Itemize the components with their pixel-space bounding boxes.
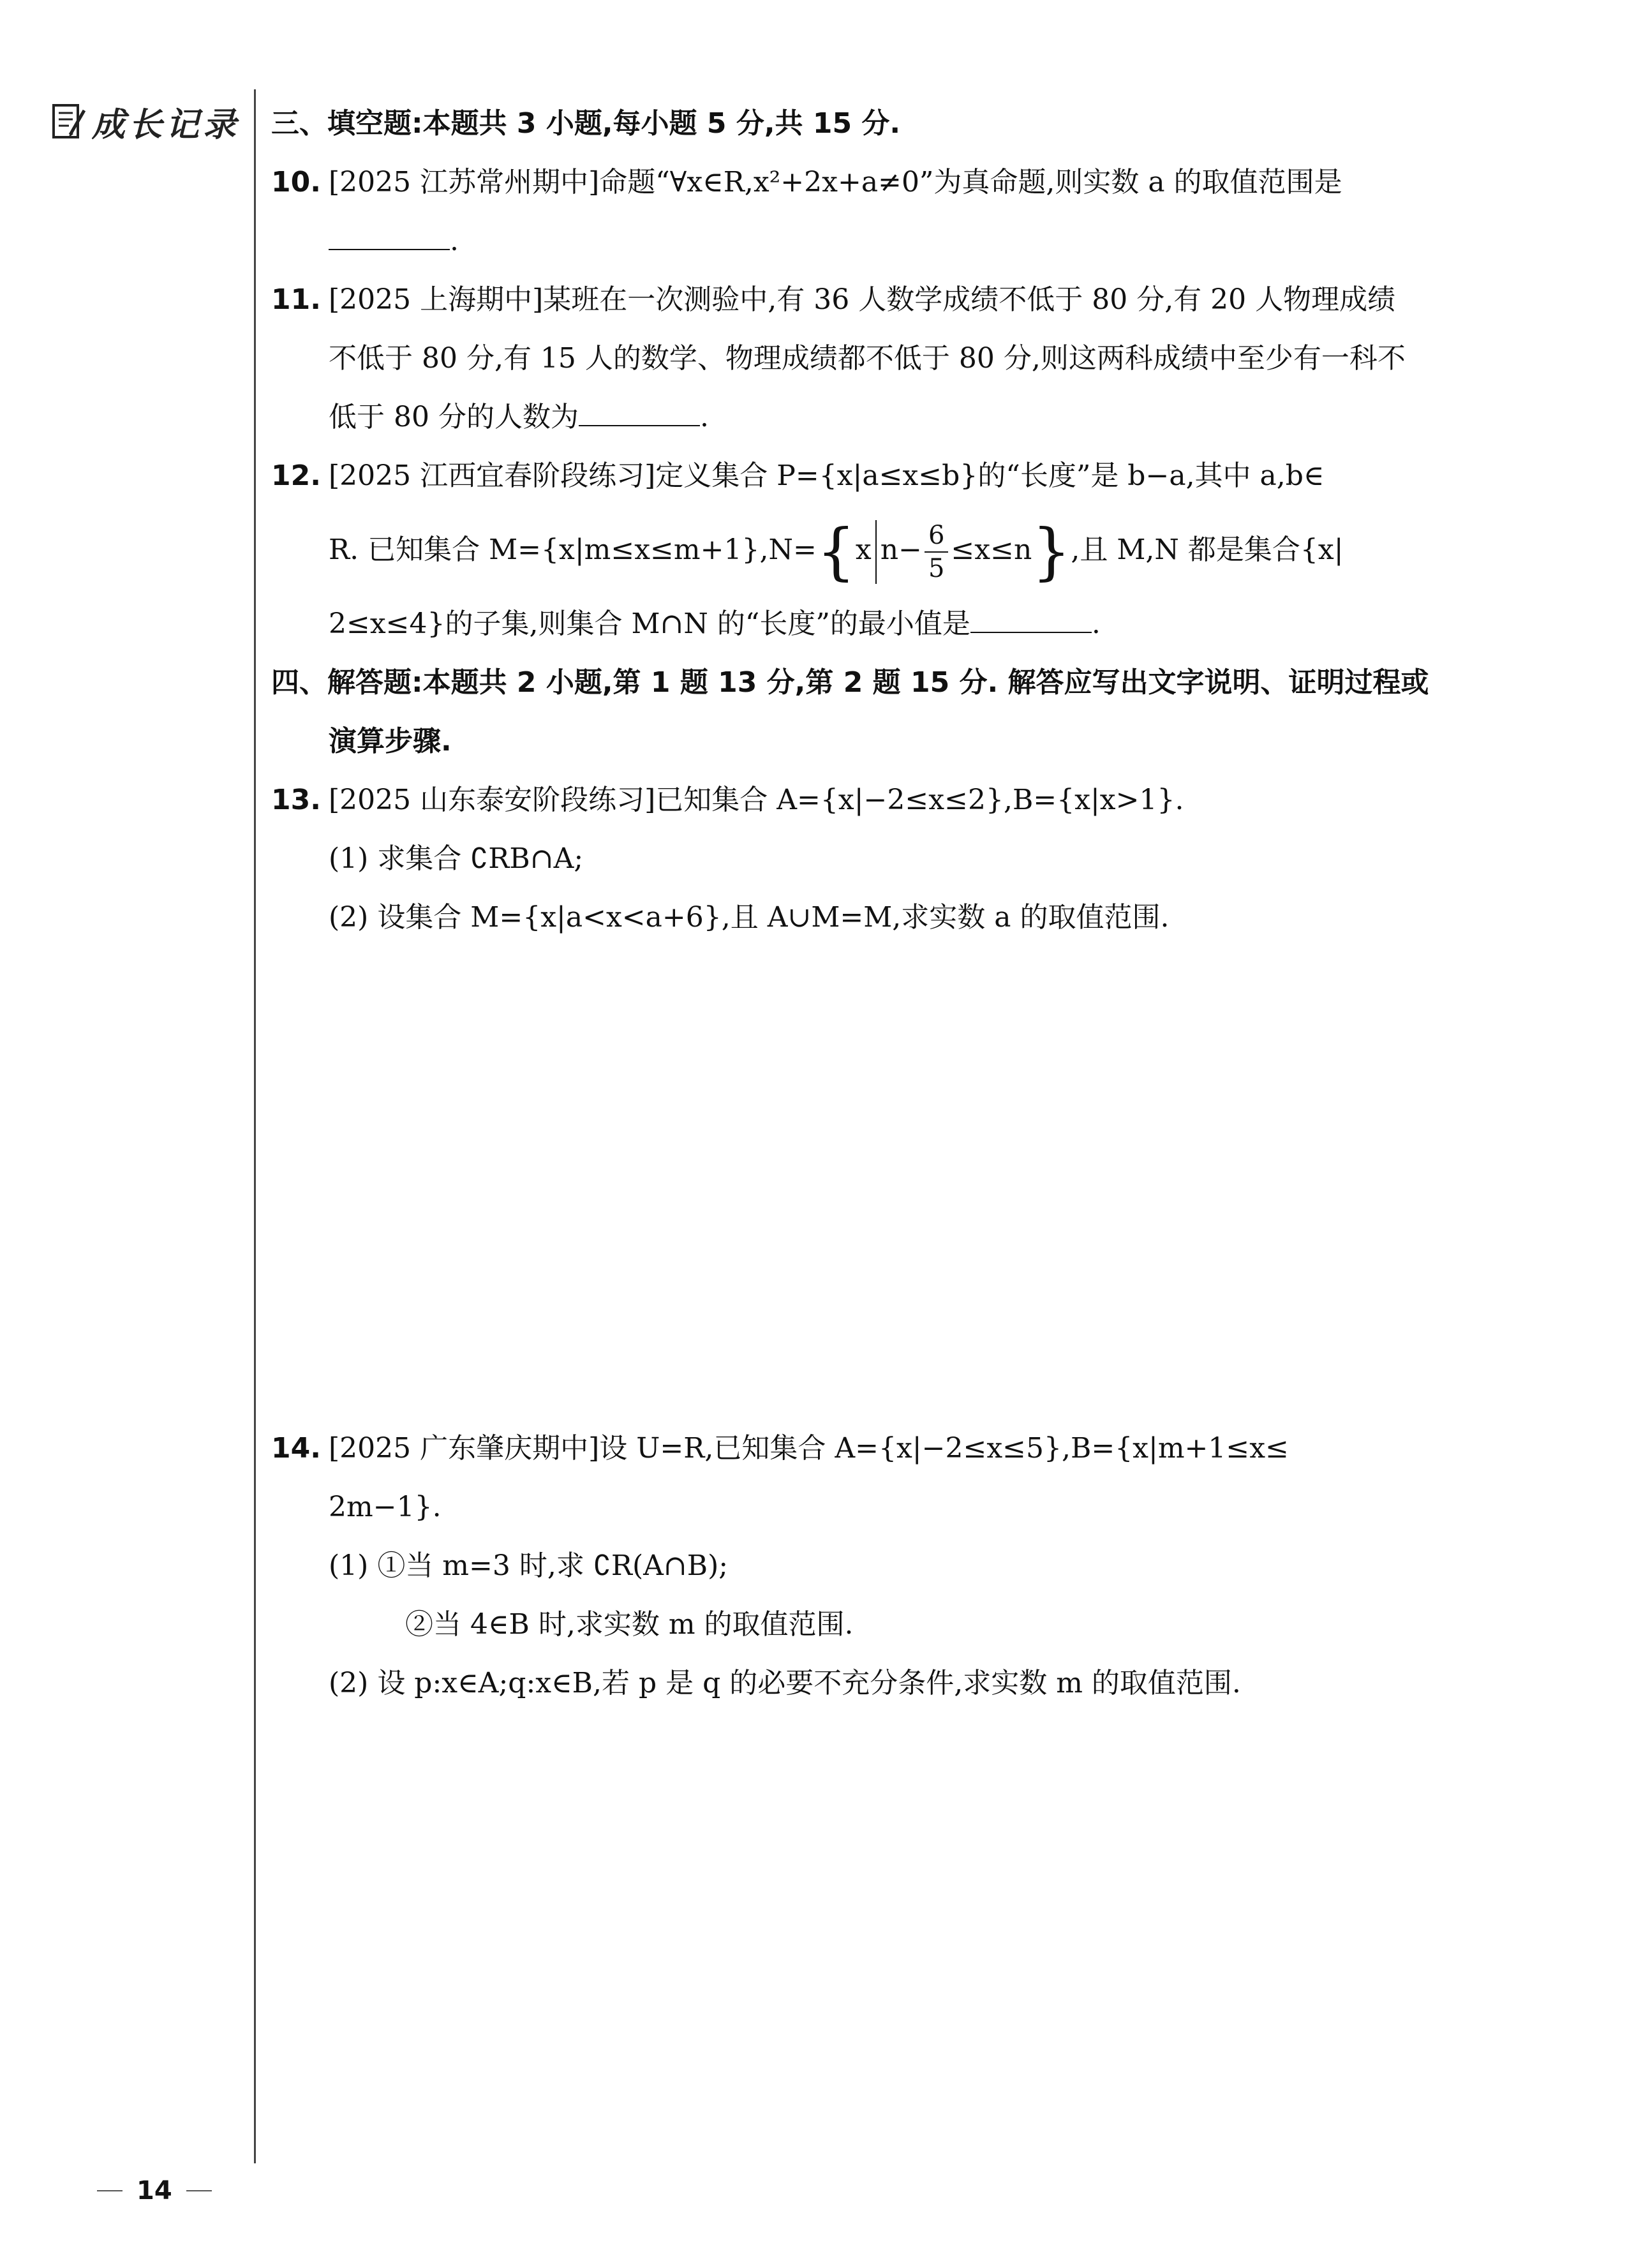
- question-13: [271, 771, 1496, 947]
- q13-number: 13.: [271, 784, 321, 816]
- q14-part1a: (1) ①当 m=3 时,求 ∁R(A∩B);: [329, 1549, 729, 1582]
- q12-answer-blank[interactable]: [970, 606, 1092, 633]
- q13-part2: (2) 设集合 M={x|a<x<a+6},且 A∪M=M,求实数 a 的取值范围.: [329, 901, 1170, 934]
- q12-text-2: R. 已知集合 M={x|m≤x≤m+1},N={x n− $\frac{6}{5}$ ≤x≤n},且 M,N 都是集合{x|: [329, 516, 1344, 588]
- question-11: 11. [2025 上海期中]某班在一次测验中,有 36 人数学成绩不低于 80 分,有 20 人物理成绩 不低于 80 分,有 15 人的数学、物理成绩都不低于 80 分,则这两科成绩中至少有一科不 低于 80 分的人数为 .: [271, 271, 1496, 447]
- set-bar: [875, 520, 877, 584]
- question-10: 10. [2025 江苏常州期中]命题“∀x∈R,x²+2x+a≠0”为真命题,则实数 a 的取值范围是 .: [271, 153, 1496, 271]
- q10-answer-blank[interactable]: [329, 223, 450, 250]
- q11-text-2: 不低于 80 分,有 15 人的数学、物理成绩都不低于 80 分,则这两科成绩中至少有一科不: [329, 342, 1406, 375]
- q13-text: [2025 山东泰安阶段练习]已知集合 A={x|−2≤x≤2},B={x|x>1}.: [329, 784, 1184, 816]
- footer-dash-right: [186, 2190, 212, 2191]
- q14-text-1: [2025 广东肇庆期中]设 U=R,已知集合 A={x|−2≤x≤5},B={x|m+1≤x≤: [329, 1432, 1289, 1465]
- q14-part2: (2) 设 p:x∈A;q:x∈B,若 p 是 q 的必要不充分条件,求实数 m 的取值范围.: [329, 1667, 1241, 1699]
- q13-answer-space[interactable]: [271, 947, 1496, 1419]
- right-brace: }: [1032, 516, 1071, 588]
- margin-divider: [254, 89, 256, 2163]
- left-brace: {: [816, 516, 856, 588]
- q11-number: 11.: [271, 283, 321, 316]
- notebook-pencil-icon: [51, 101, 87, 141]
- fraction: $\frac{6}{5}$: [925, 519, 948, 585]
- q12-text-3: 2≤x≤4}的子集,则集合 M∩N 的“长度”的最小值是: [329, 608, 970, 640]
- q12-number: 12.: [271, 459, 321, 492]
- section4-heading: 四、解答题:本题共 2 小题,第 1 题 13 分,第 2 题 15 分. 解答应写出文字说明、证明过程或: [271, 666, 1429, 699]
- q11-text-1: [2025 上海期中]某班在一次测验中,有 36 人数学成绩不低于 80 分,有 20 人物理成绩: [329, 283, 1396, 316]
- page-footer: [83, 2176, 226, 2205]
- question-14: [271, 1419, 1496, 1713]
- q11-answer-blank[interactable]: [579, 399, 700, 426]
- worksheet-content: [271, 94, 1496, 1713]
- q10-text: [2025 江苏常州期中]命题“∀x∈R,x²+2x+a≠0”为真命题,则实数 a 的取值范围是: [329, 166, 1342, 198]
- q10-number: 10.: [271, 166, 321, 198]
- footer-dash-left: [97, 2190, 123, 2191]
- q14-number: 14.: [271, 1432, 321, 1465]
- section4-heading-cont: 演算步骤.: [329, 725, 452, 757]
- sidebar-title: 成长记录: [92, 105, 241, 144]
- q14-part1b: ②当 4∈B 时,求实数 m 的取值范围.: [405, 1608, 854, 1641]
- q12-text-1: [2025 江西宜春阶段练习]定义集合 P={x|a≤x≤b}的“长度”是 b−a,其中 a,b∈: [329, 459, 1325, 492]
- q11-text-3: 低于 80 分的人数为: [329, 401, 579, 433]
- section3-heading: 三、填空题:本题共 3 小题,每小题 5 分,共 15 分.: [271, 107, 901, 140]
- sidebar-header: [51, 96, 242, 147]
- question-12: 12. [2025 江西宜春阶段练习]定义集合 P={x|a≤x≤b}的“长度”是 b−a,其中 a,b∈ R. 已知集合 M={x|m≤x≤m+1},N={x n− $\frac{6}{5}$ ≤x≤n},且 M,N 都是集合{x| 2≤x≤4}的子集,则集合 M∩N 的“长度”的最小值是 .: [271, 447, 1496, 653]
- page-number: 14: [137, 2176, 172, 2205]
- q13-part1: (1) 求集合 ∁RB∩A;: [329, 842, 584, 875]
- q14-text-2: 2m−1}.: [329, 1491, 442, 1523]
